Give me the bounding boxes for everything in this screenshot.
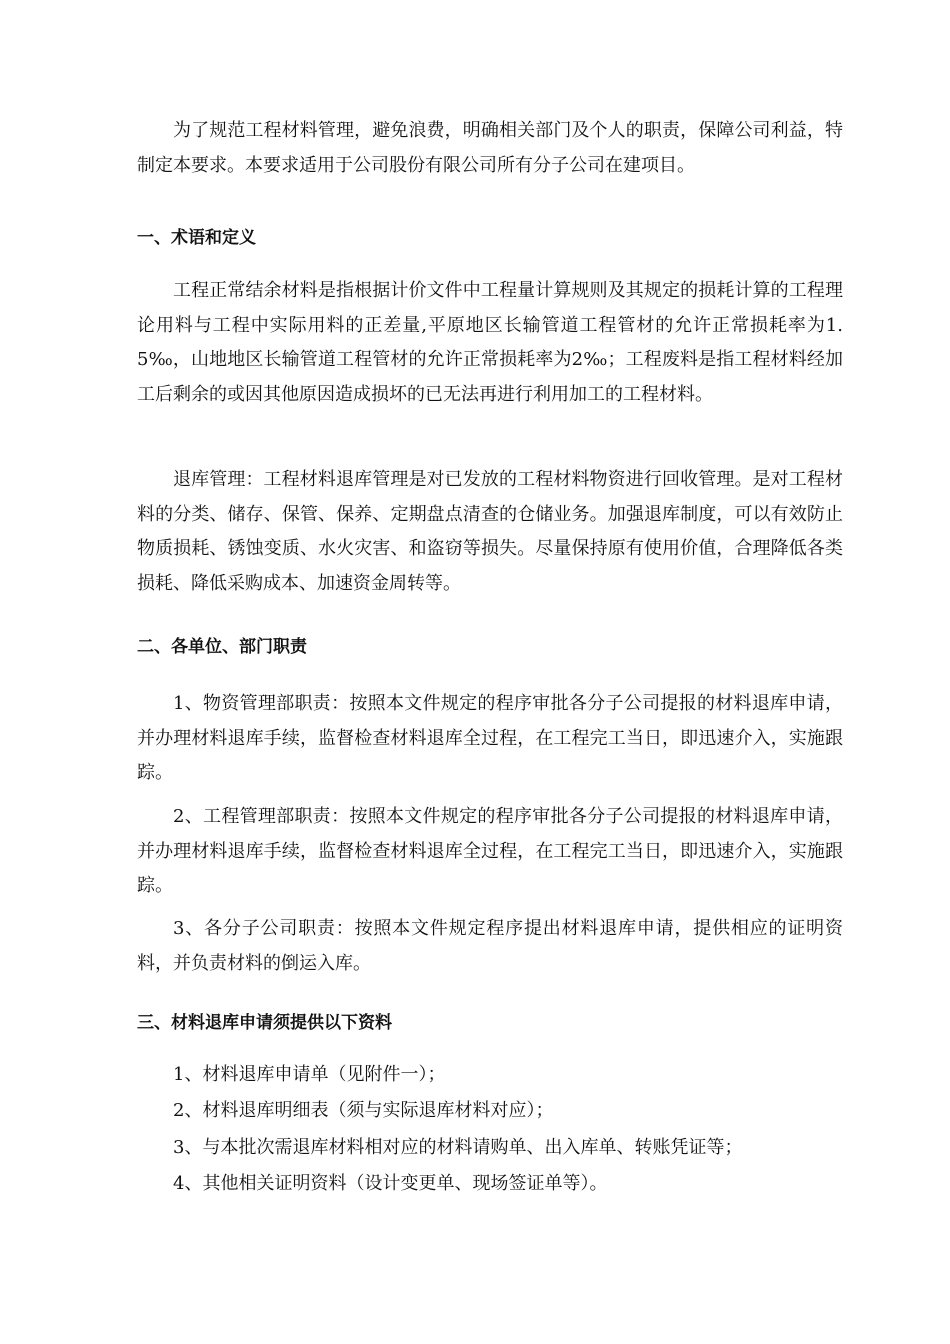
section-2-paragraph-materials-dept: 1、物资管理部职责：按照本文件规定的程序审批各分子公司提报的材料退库申请，并办理材料退库手续，监督检查材料退库全过程，在工程完工当日，即迅速介入，实施跟踪。: [137, 693, 843, 783]
section-2-heading: 二、各单位、部门职责: [137, 637, 307, 657]
list-item: 2、材料退库明细表（须与实际退库材料对应）；: [173, 1100, 554, 1122]
list-item: 3、与本批次需退库材料相对应的材料请购单、出入库单、转账凭证等；: [173, 1136, 743, 1158]
section-1-paragraph-return-management: 退库管理：工程材料退库管理是对已发放的工程材料物资进行回收管理。是对工程材料的分类、储存、保管、保养、定期盘点清查的仓储业务。加强退库制度，可以有效防止物质损耗、锈蚀变质、水火灾害、和盗窃等损失。尽量保持原有使用价值，合理降低各类损耗、降低采购成本、加速资金周转等。: [137, 469, 843, 594]
required-documents-list: [137, 1057, 843, 1202]
section-1-heading: 一、术语和定义: [137, 228, 256, 248]
list-item: 1、材料退库申请单（见附件一）；: [173, 1064, 446, 1085]
section-1-paragraph-definitions: 工程正常结余材料是指根据计价文件中工程量计算规则及其规定的损耗计算的工程理论用料与工程中实际用料的正差量,平原地区长输管道工程管材的允许正常损耗率为1.5‰，山地地区长输管道工程管材的允许正常损耗率为2‰；工程废料是指工程材料经加工后剩余的或因其他原因造成损坏的已无法再进行利用加工的工程材料。: [137, 280, 843, 405]
section-2-paragraph-engineering-dept: 2、工程管理部职责：按照本文件规定的程序审批各分子公司提报的材料退库申请，并办理材料退库手续，监督检查材料退库全过程，在工程完工当日，即迅速介入，实施跟踪。: [137, 806, 843, 896]
section-3-heading: 三、材料退库申请须提供以下资料: [137, 1013, 392, 1033]
intro-paragraph: 为了规范工程材料管理，避免浪费，明确相关部门及个人的职责，保障公司利益，特制定本要求。本要求适用于公司股份有限公司所有分子公司在建项目。: [137, 120, 843, 176]
list-item: 4、其他相关证明资料（设计变更单、现场签证单等）。: [173, 1172, 608, 1194]
section-2-paragraph-subsidiaries: 3、各分子公司职责：按照本文件规定程序提出材料退库申请，提供相应的证明资料，并负责材料的倒运入库。: [137, 918, 843, 974]
